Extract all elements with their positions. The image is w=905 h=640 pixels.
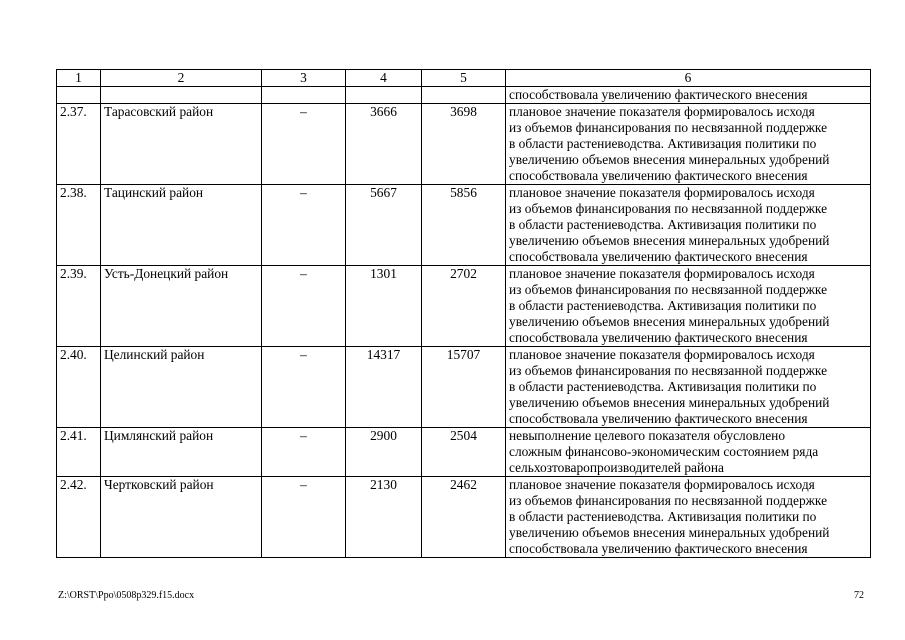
row-number: 2.41.: [57, 428, 101, 477]
note-cell: плановое значение показателя формировалось исходя из объемов финансирования по несвязанной поддержке в области растениеводства. Активизация политики по увеличению объемов внесения минеральных удобрений способствовала увеличению фактического внесения: [506, 347, 871, 428]
header-cell: 5: [422, 70, 506, 87]
footer-file-path: Z:\ORST\Ppo\0508p329.f15.docx: [58, 590, 195, 601]
col5-value: 2504: [422, 428, 506, 477]
carry-over-row: [57, 87, 871, 104]
header-cell: 6: [506, 70, 871, 87]
note-cell: способствовала увеличению фактического внесения: [506, 87, 871, 104]
district-name: Тарасовский район: [101, 104, 262, 185]
table-row: [57, 104, 871, 185]
col5-value: 15707: [422, 347, 506, 428]
district-name: Цимлянский район: [101, 428, 262, 477]
col4-value: 3666: [346, 104, 422, 185]
empty-cell: [262, 87, 346, 104]
note-cell: плановое значение показателя формировалось исходя из объемов финансирования по несвязанной поддержке в области растениеводства. Активизация политики по увеличению объемов внесения минеральных удобрений способствовала увеличению фактического внесения: [506, 266, 871, 347]
row-number: 2.40.: [57, 347, 101, 428]
row-number: 2.38.: [57, 185, 101, 266]
table-row: [57, 347, 871, 428]
table-body: [57, 70, 871, 558]
table-row: [57, 266, 871, 347]
row-number: 2.37.: [57, 104, 101, 185]
col3-value: –: [262, 347, 346, 428]
col5-value: 2702: [422, 266, 506, 347]
note-cell: плановое значение показателя формировалось исходя из объемов финансирования по несвязанной поддержке в области растениеводства. Активизация политики по увеличению объемов внесения минеральных удобрений способствовала увеличению фактического внесения: [506, 185, 871, 266]
header-cell: 4: [346, 70, 422, 87]
note-cell: плановое значение показателя формировалось исходя из объемов финансирования по несвязанной поддержке в области растениеводства. Активизация политики по увеличению объемов внесения минеральных удобрений способствовала увеличению фактического внесения: [506, 477, 871, 558]
col4-value: 2130: [346, 477, 422, 558]
col5-value: 5856: [422, 185, 506, 266]
row-number: 2.39.: [57, 266, 101, 347]
col3-value: –: [262, 185, 346, 266]
col4-value: 2900: [346, 428, 422, 477]
header-cell: 1: [57, 70, 101, 87]
empty-cell: [101, 87, 262, 104]
district-name: Целинский район: [101, 347, 262, 428]
col4-value: 5667: [346, 185, 422, 266]
col5-value: 3698: [422, 104, 506, 185]
col5-value: 2462: [422, 477, 506, 558]
col4-value: 1301: [346, 266, 422, 347]
col3-value: –: [262, 477, 346, 558]
table-row: [57, 428, 871, 477]
empty-cell: [57, 87, 101, 104]
report-table: [56, 69, 871, 558]
district-name: Чертковский район: [101, 477, 262, 558]
footer-page-number: 72: [854, 590, 864, 601]
district-name: Усть-Донецкий район: [101, 266, 262, 347]
table-row: [57, 477, 871, 558]
district-name: Тацинский район: [101, 185, 262, 266]
table-row: [57, 185, 871, 266]
note-cell: плановое значение показателя формировалось исходя из объемов финансирования по несвязанной поддержке в области растениеводства. Активизация политики по увеличению объемов внесения минеральных удобрений способствовала увеличению фактического внесения: [506, 104, 871, 185]
row-number: 2.42.: [57, 477, 101, 558]
col3-value: –: [262, 428, 346, 477]
note-cell: невыполнение целевого показателя обусловлено сложным финансово-экономическим состоянием ряда сельхозтоваропроизводителей района: [506, 428, 871, 477]
header-cell: 2: [101, 70, 262, 87]
empty-cell: [422, 87, 506, 104]
col3-value: –: [262, 266, 346, 347]
col4-value: 14317: [346, 347, 422, 428]
header-row: [57, 70, 871, 87]
col3-value: –: [262, 104, 346, 185]
header-cell: 3: [262, 70, 346, 87]
empty-cell: [346, 87, 422, 104]
